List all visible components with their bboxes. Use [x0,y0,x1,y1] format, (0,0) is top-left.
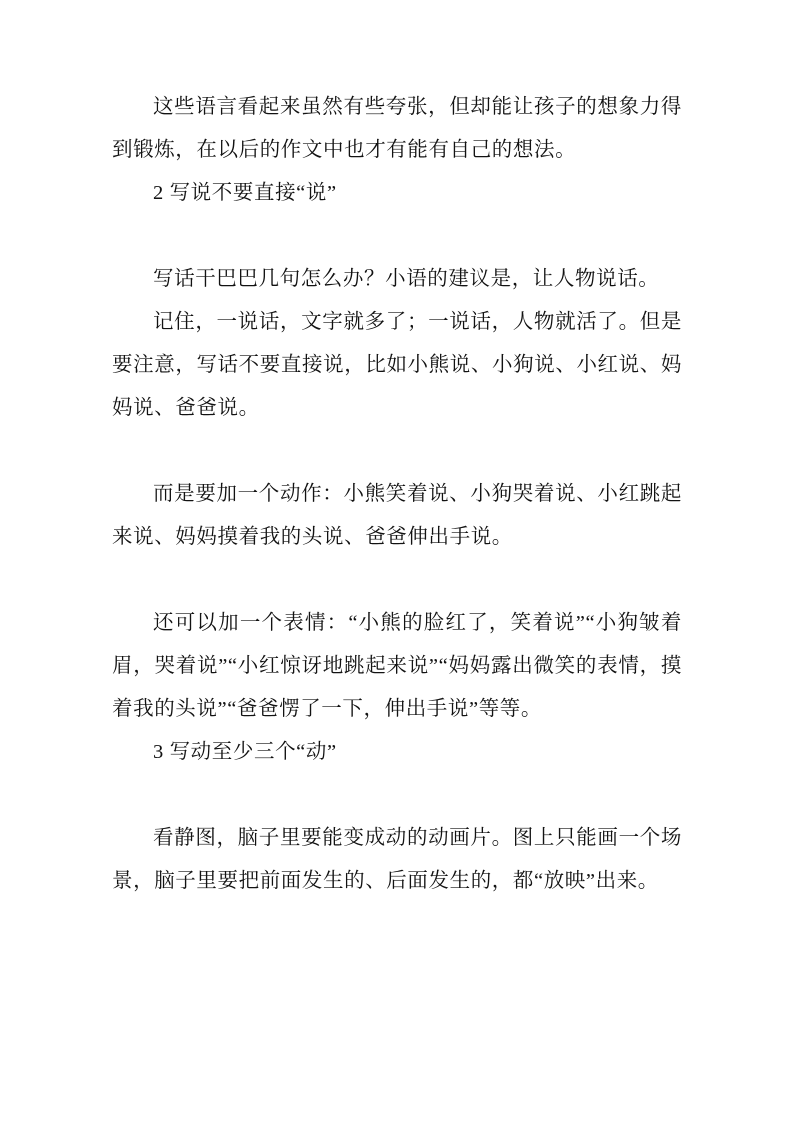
paragraph-4: 而是要加一个动作：小熊笑着说、小狗哭着说、小红跳起来说、妈妈摸着我的头说、爸爸伸出手说。 [112,483,682,548]
paragraph-5: 还可以加一个表情：“小熊的脸红了，笑着说”“小狗皱着眉，哭着说”“小红惊讶地跳起来说”“妈妈露出微笑的表情，摸着我的头说”“爸爸愣了一下，伸出手说”等等。 [112,612,682,720]
paragraph-3: 记住，一说话，文字就多了；一说话，人物就活了。但是要注意，写话不要直接说，比如小熊说、小狗说、小红说、妈妈说、爸爸说。 [112,311,682,419]
section-heading-2: 2 写说不要直接“说” [153,182,337,204]
document-body [112,86,682,903]
paragraph-2: 写话干巴巴几句怎么办？小语的建议是，让人物说话。 [153,268,660,290]
paragraph-1: 这些语言看起来虽然有些夸张，但却能让孩子的想象力得到锻炼，在以后的作文中也才有能有自己的想法。 [112,96,682,161]
section-heading-3: 3 写动至少三个“动” [153,741,337,763]
paragraph-6: 看静图，脑子里要能变成动的动画片。图上只能画一个场景，脑子里要把前面发生的、后面发生的，都“放映”出来。 [112,827,682,892]
